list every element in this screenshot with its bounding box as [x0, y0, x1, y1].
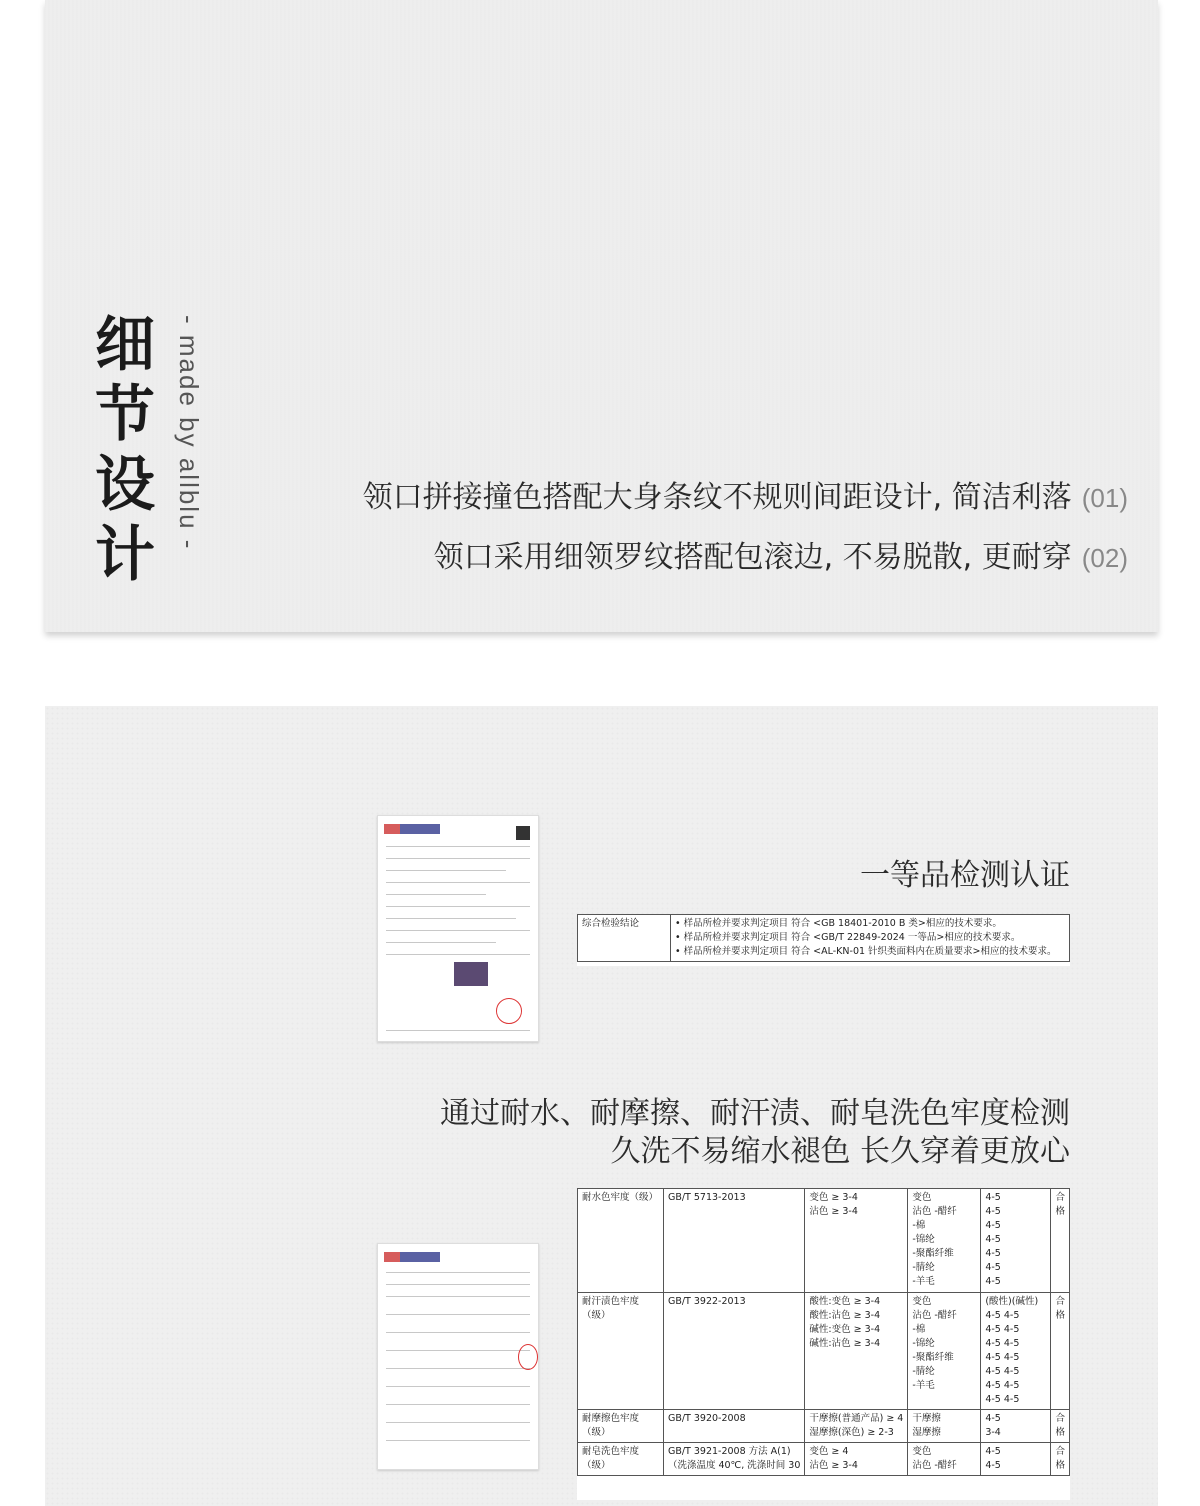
result-line: -腈纶: [912, 1366, 935, 1377]
cert-heading: 一等品检测认证: [860, 858, 1070, 893]
feature-text: 领口拼接撞色搭配大身条纹不规则间距设计, 简洁利落: [362, 480, 1072, 515]
requirement-line: 酸性:变色 ≥ 3-4: [809, 1296, 881, 1307]
test-items: [908, 1443, 981, 1476]
feature-text: 领口采用细领罗纹搭配包滚边, 不易脱散, 更耐穿: [433, 540, 1072, 575]
divider: [386, 846, 530, 847]
section-title: [93, 310, 157, 590]
divider: [386, 930, 530, 931]
result-line: 干摩擦: [912, 1413, 941, 1424]
requirement-line: 干摩擦(普通产品) ≥ 4: [809, 1413, 904, 1424]
value-line: 4-5: [985, 1248, 1001, 1259]
test-standard: GB/T 3920-2008: [663, 1410, 804, 1443]
requirement-line: 沾色 ≥ 3-4: [809, 1206, 858, 1217]
standard-line: （洗涤温度 40℃, 洗涤时间 30: [667, 1460, 801, 1471]
title-char: 计: [95, 520, 155, 590]
requirement-line: 沾色 ≥ 3-4: [809, 1460, 858, 1471]
divider: [386, 882, 530, 883]
result-line: -羊毛: [912, 1276, 935, 1287]
value-line: 4-5: [985, 1276, 1001, 1287]
value-line: 4-5 4-5: [985, 1352, 1020, 1363]
test-verdict: 合格: [1051, 1410, 1070, 1443]
value-line: 4-5: [985, 1460, 1001, 1471]
divider: [386, 1368, 530, 1369]
red-seal: [496, 998, 522, 1024]
requirement-line: 变色 ≥ 3-4: [809, 1192, 858, 1203]
value-line: 4-5: [985, 1234, 1001, 1245]
feature-number: (02): [1081, 543, 1128, 573]
feature-number: (01): [1081, 483, 1128, 513]
conclusion-item: • 样品所检并要求判定项目 符合 <GB/T 22849-2024 一等品>相应的技术要求。: [675, 932, 1021, 943]
divider: [386, 1272, 530, 1273]
value-line: (酸性)(碱性): [985, 1296, 1039, 1307]
red-seal: [518, 1344, 538, 1370]
test-report-thumbnail: [377, 1243, 539, 1470]
feature-line-2: [434, 532, 1128, 576]
divider: [386, 1332, 530, 1333]
requirement-line: 碱性:变色 ≥ 3-4: [809, 1324, 881, 1335]
test-report-thumbnail: [377, 815, 539, 1042]
fastness-heading-line-1: 通过耐水、耐摩擦、耐汗渍、耐皂洗色牢度检测: [440, 1096, 1070, 1131]
result-line: -聚酯纤维: [912, 1352, 954, 1363]
report-logo: [400, 824, 440, 834]
result-line: -棉: [912, 1220, 926, 1231]
test-items: [908, 1410, 981, 1443]
value-line: 4-5: [985, 1206, 1001, 1217]
value-line: 4-5 4-5: [985, 1366, 1020, 1377]
fabric-sample-image: [454, 962, 488, 986]
test-standard: [663, 1443, 804, 1476]
result-line: -锦纶: [912, 1234, 935, 1245]
value-line: 4-5: [985, 1413, 1001, 1424]
divider: [386, 906, 530, 907]
value-line: 4-5: [985, 1446, 1001, 1457]
value-line: 4-5: [985, 1262, 1001, 1273]
result-line: -锦纶: [912, 1338, 935, 1349]
title-char: 节: [95, 380, 155, 450]
result-line: -腈纶: [912, 1262, 935, 1273]
divider: [386, 1386, 530, 1387]
requirement-line: 湿摩擦(深色) ≥ 2-3: [809, 1427, 894, 1438]
conclusion-item: • 样品所检并要求判定项目 符合 <GB 18401-2010 B 类>相应的技术要求。: [675, 918, 1002, 929]
fastness-table-excerpt: [577, 1188, 1070, 1500]
result-line: 变色: [912, 1296, 932, 1307]
value-line: 3-4: [985, 1427, 1001, 1438]
test-values: [981, 1443, 1051, 1476]
value-line: 4-5 4-5: [985, 1310, 1020, 1321]
divider: [386, 894, 486, 895]
result-line: 变色: [912, 1192, 932, 1203]
test-items: [908, 1189, 981, 1293]
divider: [386, 870, 506, 871]
test-standard: GB/T 5713-2013: [663, 1189, 804, 1293]
value-line: 4-5 4-5: [985, 1338, 1020, 1349]
result-line: 变色: [912, 1446, 932, 1457]
result-line: -棉: [912, 1324, 926, 1335]
value-line: 4-5: [985, 1192, 1001, 1203]
result-line: -羊毛: [912, 1380, 935, 1391]
fastness-row: [578, 1293, 1070, 1410]
result-line: 沾色 -醋纤: [912, 1460, 957, 1471]
value-line: 4-5 4-5: [985, 1324, 1020, 1335]
test-name: 耐汗渍色牢度（级）: [578, 1293, 664, 1410]
value-line: 4-5 4-5: [985, 1394, 1020, 1405]
divider: [386, 1404, 530, 1405]
fastness-row: [578, 1443, 1070, 1476]
fastness-row: [578, 1189, 1070, 1293]
conclusion-items: [671, 915, 1070, 962]
value-line: 4-5: [985, 1220, 1001, 1231]
divider: [386, 1296, 530, 1297]
divider: [386, 954, 530, 955]
test-requirement: [805, 1189, 908, 1293]
result-line: 沾色 -醋纤: [912, 1310, 957, 1321]
fastness-heading-line-2: 久洗不易缩水褪色 长久穿着更放心: [610, 1134, 1070, 1169]
test-requirement: [805, 1410, 908, 1443]
test-requirement: [805, 1443, 908, 1476]
conclusion-item: • 样品所检并要求判定项目 符合 <AL-KN-01 针织类面料内在质量要求>相应的技术要求。: [675, 946, 1057, 957]
result-line: 沾色 -醋纤: [912, 1206, 957, 1217]
standard-line: GB/T 3921-2008 方法 A(1): [667, 1446, 791, 1457]
report-logo: [400, 1252, 440, 1262]
title-char: 细: [95, 310, 155, 380]
divider: [386, 942, 496, 943]
divider: [386, 1314, 530, 1315]
test-standard: GB/T 3922-2013: [663, 1293, 804, 1410]
test-verdict: 合格: [1051, 1189, 1070, 1293]
divider: [386, 1422, 530, 1423]
fastness-row: [578, 1410, 1070, 1443]
feature-line-1: [363, 472, 1128, 516]
test-values: [981, 1189, 1051, 1293]
test-values: [981, 1293, 1051, 1410]
test-requirement: [805, 1293, 908, 1410]
divider: [386, 1030, 530, 1031]
test-verdict: 合格: [1051, 1443, 1070, 1476]
test-verdict: 合格: [1051, 1293, 1070, 1410]
test-name: 耐摩擦色牢度（级）: [578, 1410, 664, 1443]
conclusion-excerpt: [577, 914, 1070, 966]
result-line: 湿摩擦: [912, 1427, 941, 1438]
conclusion-label: 综合检验结论: [578, 915, 671, 962]
title-char: 设: [95, 450, 155, 520]
brand-subtitle: - made by allblu -: [174, 315, 204, 551]
divider: [386, 1284, 530, 1285]
requirement-line: 酸性:沾色 ≥ 3-4: [809, 1310, 881, 1321]
divider: [386, 1440, 530, 1441]
requirement-line: 碱性:沾色 ≥ 3-4: [809, 1338, 881, 1349]
test-name: 耐皂洗色牢度（级）: [578, 1443, 664, 1476]
test-name: 耐水色牢度（级）: [578, 1189, 664, 1293]
divider: [386, 858, 530, 859]
requirement-line: 变色 ≥ 4: [809, 1446, 849, 1457]
divider: [386, 918, 516, 919]
test-items: [908, 1293, 981, 1410]
divider: [386, 1350, 530, 1351]
test-values: [981, 1410, 1051, 1443]
qr-code: [516, 826, 530, 840]
result-line: -聚酯纤维: [912, 1248, 954, 1259]
value-line: 4-5 4-5: [985, 1380, 1020, 1391]
